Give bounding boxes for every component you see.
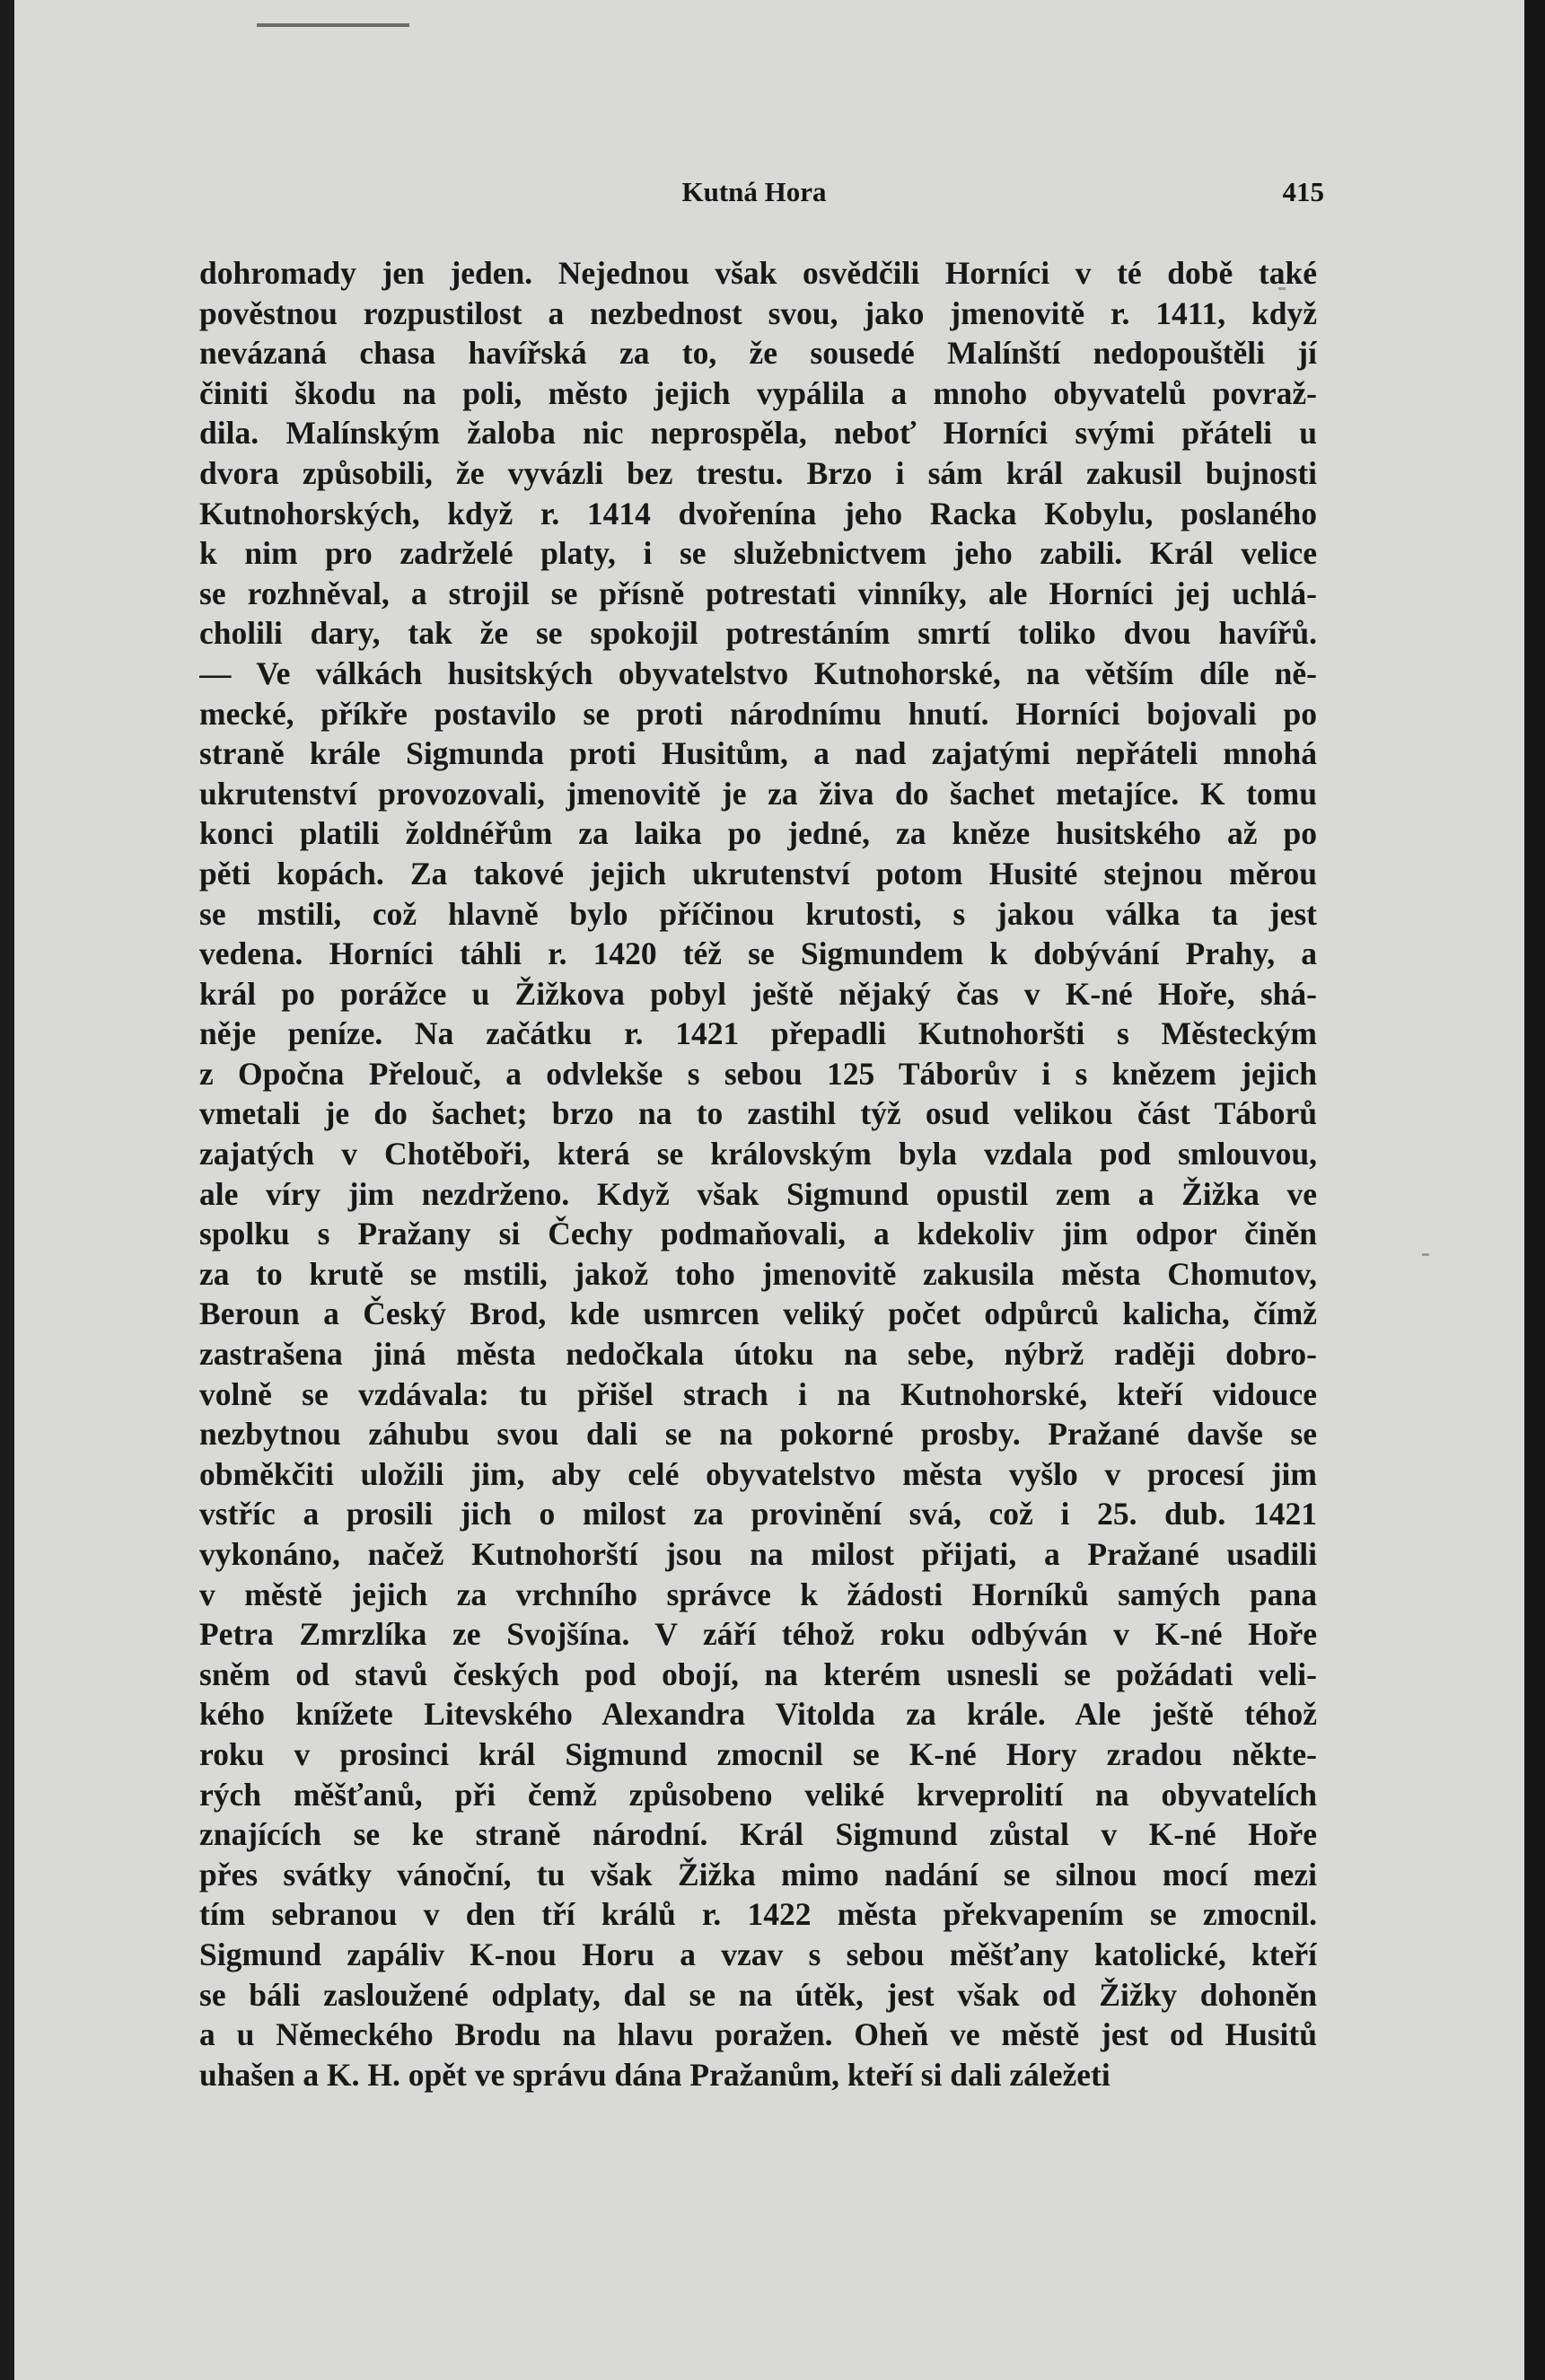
text-line: Beroun a Český Brod, kde usmrcen veliký počet odpůrců kalicha, čímž (199, 1295, 1317, 1332)
text-line: král po porážce u Žižkova pobyl ještě nějaký čas v K-né Hoře, shá- (199, 975, 1317, 1012)
text-line: nezbytnou záhubu svou dali se na pokorné prosby. Pražané davše se (199, 1416, 1317, 1453)
text-line: Petra Zmrzlíka ze Svojšína. V září téhož roku odbýván v K-né Hoře (199, 1616, 1317, 1653)
text-line: sněm od stavů českých pod obojí, na kterém usnesli se požádati veli- (199, 1655, 1317, 1692)
text-line: za to krutě se mstili, jakož toho jmenovitě zakusila města Chomutov, (199, 1255, 1317, 1292)
text-line: kého knížete Litevského Alexandra Vitolda za krále. Ale ještě téhož (199, 1696, 1317, 1733)
text-line: něje peníze. Na začátku r. 1421 přepadli Kutnohoršti s Městeckým (199, 1015, 1317, 1052)
text-line: straně krále Sigmunda proti Husitům, a nad zajatými nepřáteli mnohá (199, 735, 1317, 772)
text-line: vstříc a prosili jich o milost za provinění svá, což i 25. dub. 1421 (199, 1496, 1317, 1533)
text-line: z Opočna Přelouč, a odvlekše s sebou 125 Táborův i s knězem jejich (199, 1055, 1317, 1092)
text-line: vykonáno, načež Kutnohorští jsou na milost přijati, a Pražané usadili (199, 1536, 1317, 1572)
text-line: spolku s Pražany si Čechy podmaňovali, a kdekoliv jim odpor činěn (199, 1216, 1317, 1252)
text-line: se mstili, což hlavně bylo příčinou krutosti, s jakou válka ta jest (199, 895, 1317, 932)
text-line: pěti kopách. Za takové jejich ukrutenství potom Husité stejnou měrou (199, 855, 1317, 891)
text-line: vmetali je do šachet; brzo na to zastihl týž osud velikou část Táborů (199, 1095, 1317, 1132)
text-line: mecké, příkře postavilo se proti národnímu hnutí. Horníci bojovali po (199, 695, 1317, 732)
scan-mark-top (257, 23, 409, 27)
text-line: dvora způsobili, že vyvázli bez trestu. Brzo i sám král zakusil bujnosti (199, 454, 1317, 491)
running-title: Kutná Hora (681, 176, 827, 207)
text-line: dohromady jen jeden. Nejednou však osvědčili Horníci v té době také (199, 255, 1317, 291)
page-number: 415 (1282, 176, 1324, 207)
text-line: rých měšťanů, při čemž způsobeno veliké krveprolití na obyvatelích (199, 1776, 1317, 1813)
text-line: cholili dary, tak že se spokojil potrestáním smrtí toliko dvou havířů. (199, 615, 1317, 652)
text-line: dila. Malínským žaloba nic neprospěla, neboť Horníci svými přáteli u (199, 415, 1317, 452)
text-line: v městě jejich za vrchního správce k žádosti Horníků samých pana (199, 1576, 1317, 1612)
text-line: uhašen a K. H. opět ve správu dána Pražanům, kteří si dali záležeti (199, 2056, 1110, 2093)
scan-border-right (1524, 0, 1545, 2380)
scan-mark-right-2 (1422, 1253, 1429, 1256)
text-line: vedena. Horníci táhli r. 1420 též se Sigmundem k dobývání Prahy, a (199, 935, 1317, 972)
text-line: Kutnohorských, když r. 1414 dvořenína jeho Racka Kobylu, poslaného (199, 495, 1317, 531)
text-line: znajících se ke straně národní. Král Sigmund zůstal v K-né Hoře (199, 1816, 1317, 1853)
scan-border-left (0, 0, 14, 2380)
body-text (199, 253, 1317, 2095)
text-line: nevázaná chasa havířská za to, že sousedé Malínští nedopouštěli jí (199, 335, 1317, 372)
text-line: Sigmund zapáliv K-nou Horu a vzav s sebou měšťany katolické, kteří (199, 1936, 1317, 1972)
text-line: zastrašena jiná města nedočkala útoku na sebe, nýbrž raději dobro- (199, 1336, 1317, 1373)
text-line: — Ve válkách husitských obyvatelstvo Kutnohorské, na větším díle ně- (199, 654, 1317, 691)
text-line: se rozhněval, a strojil se přísně potrestati vinníky, ale Horníci jej uchlá- (199, 575, 1317, 611)
text-line: konci platili žoldnéřům za laika po jedné, za kněze husitského až po (199, 815, 1317, 852)
text-line: se báli zasloužené odplaty, dal se na útěk, jest však od Žižky dohoněn (199, 1976, 1317, 2013)
text-line: tím sebranou v den tří králů r. 1422 města překvapením se zmocnil. (199, 1896, 1317, 1933)
text-line: a u Německého Brodu na hlavu poražen. Oheň ve městě jest od Husitů (199, 2016, 1317, 2053)
text-line: volně se vzdávala: tu přišel strach i na Kutnohorské, kteří vidouce (199, 1375, 1317, 1412)
text-line: ukrutenství provozovali, jmenovitě je za živa do šachet metajíce. K tomu (199, 775, 1317, 812)
text-line: přes svátky vánoční, tu však Žižka mimo nadání se silnou mocí mezi (199, 1856, 1317, 1893)
text-line: zajatých v Chotěboři, která se královským byla vzdala pod smlouvou, (199, 1136, 1317, 1172)
text-line: pověstnou rozpustilost a nezbednost svou, jako jmenovitě r. 1411, když (199, 294, 1317, 331)
text-line: obměkčiti uložili jim, aby celé obyvatelstvo města vyšlo v procesí jim (199, 1455, 1317, 1492)
text-line: ale víry jim nezdrženo. Když však Sigmund opustil zem a Žižka ve (199, 1175, 1317, 1212)
page-header (184, 176, 1324, 219)
text-line: roku v prosinci král Sigmund zmocnil se K-né Hory zradou někte- (199, 1735, 1317, 1772)
text-line: činiti škodu na poli, město jejich vypálila a mnoho obyvatelů povraž- (199, 374, 1317, 411)
text-line: k nim pro zadrželé platy, i se služebnictvem jeho zabili. Král velice (199, 535, 1317, 572)
